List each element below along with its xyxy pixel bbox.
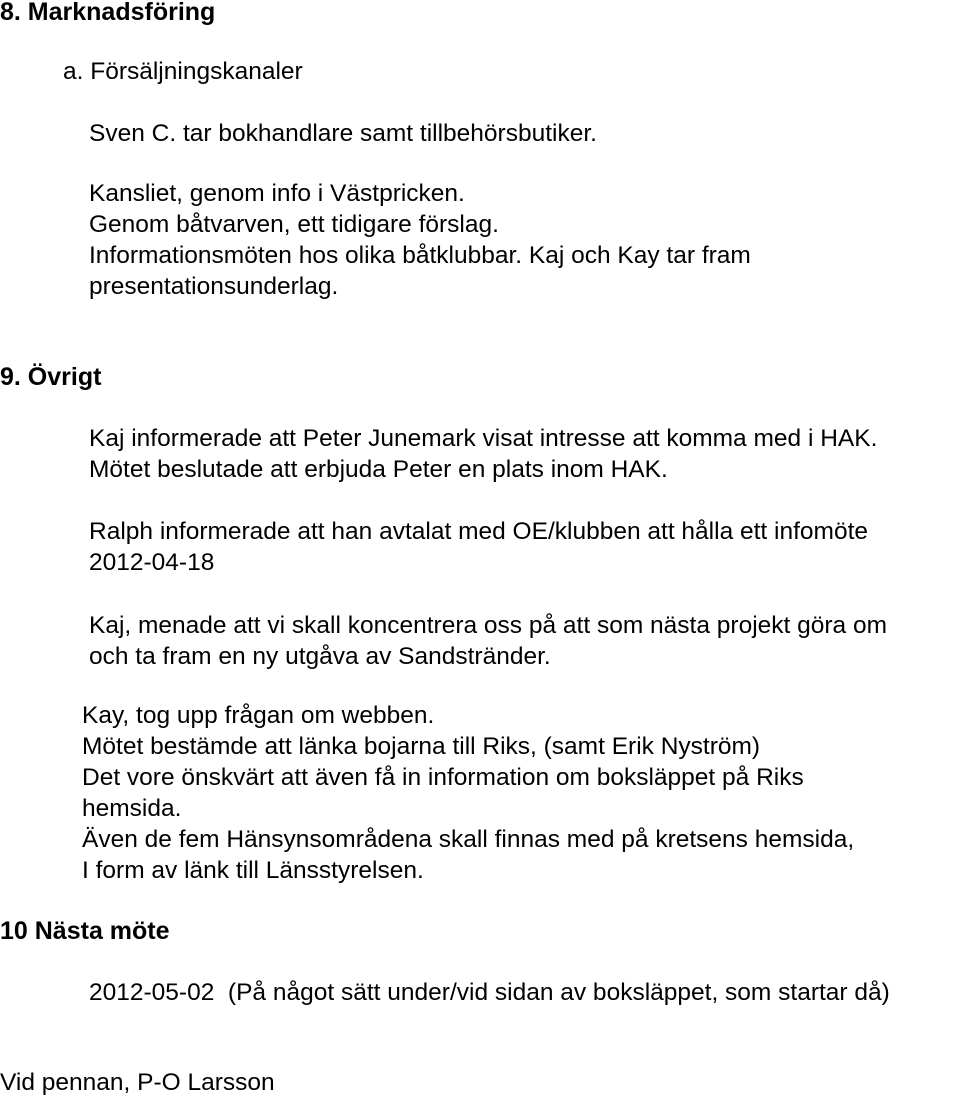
section-9-heading: 9. Övrigt <box>0 363 102 391</box>
section-9-line: Mötet bestämde att länka bojarna till Riks, (samt Erik Nyström) <box>82 733 761 760</box>
section-8-line: Sven C. tar bokhandlare samt tillbehörsbutiker. <box>89 120 597 147</box>
section-8-line: Informationsmöten hos olika båtklubbar. Kaj och Kay tar fram <box>89 242 751 269</box>
section-9-line: Kaj, menade att vi skall koncentrera oss på att som nästa projekt göra om <box>89 612 888 639</box>
signature-line: Vid pennan, P-O Larsson <box>0 1069 275 1096</box>
section-10-line: 2012-05-02 (På något sätt under/vid sidan av boksläppet, som startar då) <box>89 979 890 1006</box>
section-8-line: Kansliet, genom info i Västpricken. <box>89 180 465 207</box>
section-9-line: 2012-04-18 <box>89 549 215 576</box>
section-8a-subheading: a. Försäljningskanaler <box>63 58 303 85</box>
section-9-line: hemsida. <box>82 795 182 822</box>
section-9-line: Ralph informerade att han avtalat med OE/klubben att hålla ett infomöte <box>89 518 869 545</box>
section-9-line: Även de fem Hänsynsområdena skall finnas med på kretsens hemsida, <box>82 826 855 853</box>
section-8-line: presentationsunderlag. <box>89 273 339 300</box>
section-9-line: Kay, tog upp frågan om webben. <box>82 702 435 729</box>
section-9-line: Det vore önskvärt att även få in information om boksläppet på Riks <box>82 764 804 791</box>
section-9-line: Kaj informerade att Peter Junemark visat intresse att komma med i HAK. <box>89 425 878 452</box>
section-8-heading: 8. Marknadsföring <box>0 0 216 26</box>
section-9-line: I form av länk till Länsstyrelsen. <box>82 857 424 884</box>
section-10-heading: 10 Nästa möte <box>0 917 170 945</box>
section-9-line: och ta fram en ny utgåva av Sandstränder. <box>89 643 551 670</box>
section-9-line: Mötet beslutade att erbjuda Peter en plats inom HAK. <box>89 456 668 483</box>
section-8-line: Genom båtvarven, ett tidigare förslag. <box>89 211 499 238</box>
